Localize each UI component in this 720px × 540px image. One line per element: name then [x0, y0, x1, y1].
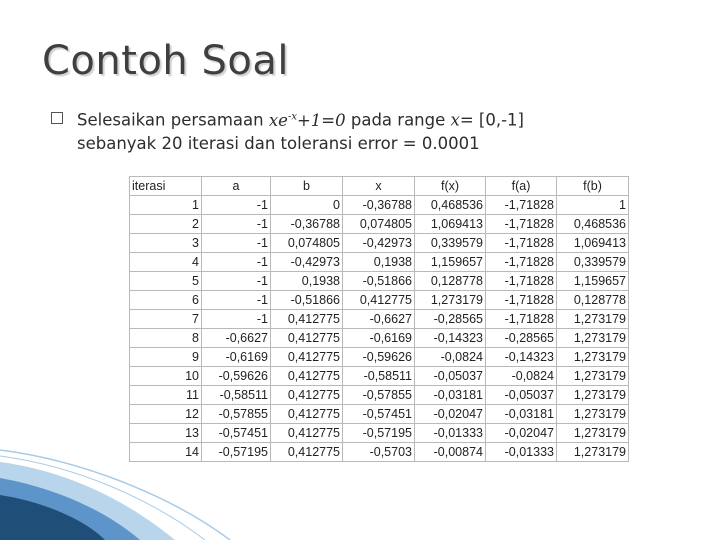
- problem-statement: [77, 105, 677, 155]
- table-cell: 7: [130, 310, 202, 329]
- table-cell: 0,412775: [271, 424, 343, 443]
- table-cell: -1,71828: [486, 272, 557, 291]
- table-cell: -0,03181: [415, 386, 486, 405]
- table-cell: 8: [130, 329, 202, 348]
- table-cell: 3: [130, 234, 202, 253]
- table-row: [130, 405, 629, 424]
- table-cell: -0,57195: [202, 443, 271, 462]
- table-cell: 0,1938: [343, 253, 415, 272]
- table-cell: -0,58511: [202, 386, 271, 405]
- table-cell: 1,273179: [557, 348, 629, 367]
- table-cell: -0,6169: [343, 329, 415, 348]
- table-cell: -0,6169: [202, 348, 271, 367]
- table-cell: -0,42973: [343, 234, 415, 253]
- table-cell: -0,51866: [343, 272, 415, 291]
- equation-rest: +1=0: [296, 110, 346, 130]
- table-cell: -1,71828: [486, 253, 557, 272]
- table-cell: 1,159657: [557, 272, 629, 291]
- table-cell: -0,28565: [486, 329, 557, 348]
- table-cell: -1: [202, 253, 271, 272]
- table-cell: -0,59626: [343, 348, 415, 367]
- table-cell: -0,14323: [415, 329, 486, 348]
- table-cell: 5: [130, 272, 202, 291]
- bullet-square-icon: [51, 112, 63, 124]
- table-row: [130, 329, 629, 348]
- table-body: [130, 196, 629, 462]
- equation-exponent: -x: [287, 111, 297, 122]
- table-cell: -0,58511: [343, 367, 415, 386]
- corner-decoration: [0, 440, 300, 540]
- table-cell: -1: [202, 291, 271, 310]
- table-cell: 11: [130, 386, 202, 405]
- iteration-table: [129, 176, 629, 462]
- table-cell: 9: [130, 348, 202, 367]
- table-cell: -0,05037: [415, 367, 486, 386]
- table-cell: 1,273179: [557, 424, 629, 443]
- table-cell: -1: [202, 272, 271, 291]
- table-cell: -0,02047: [415, 405, 486, 424]
- table-cell: 0,412775: [271, 443, 343, 462]
- table-cell: 1,273179: [557, 405, 629, 424]
- column-header: f(b): [557, 177, 629, 196]
- table-cell: -0,57451: [202, 424, 271, 443]
- table-cell: -0,59626: [202, 367, 271, 386]
- column-header: f(x): [415, 177, 486, 196]
- table-cell: -0,5703: [343, 443, 415, 462]
- table-cell: 0,412775: [271, 348, 343, 367]
- table-cell: 0,074805: [343, 215, 415, 234]
- table-cell: 0,128778: [415, 272, 486, 291]
- table-cell: -0,6627: [343, 310, 415, 329]
- table-cell: 0,074805: [271, 234, 343, 253]
- range-value: = [0,-1]: [459, 110, 524, 130]
- table-cell: -0,57855: [343, 386, 415, 405]
- table-cell: 0: [271, 196, 343, 215]
- equation: [269, 111, 346, 130]
- table-cell: -0,05037: [486, 386, 557, 405]
- table-cell: 1,159657: [415, 253, 486, 272]
- table-cell: -1: [202, 310, 271, 329]
- table-cell: 1,273179: [557, 310, 629, 329]
- table-cell: 6: [130, 291, 202, 310]
- table-cell: -0,28565: [415, 310, 486, 329]
- table-row: [130, 234, 629, 253]
- table-cell: -0,42973: [271, 253, 343, 272]
- table-header-row: [130, 177, 629, 196]
- table-row: [130, 291, 629, 310]
- table-cell: 0,468536: [557, 215, 629, 234]
- table-cell: 14: [130, 443, 202, 462]
- table-cell: 1: [557, 196, 629, 215]
- table-cell: -0,02047: [486, 424, 557, 443]
- table-cell: 1,069413: [415, 215, 486, 234]
- table-cell: 0,339579: [415, 234, 486, 253]
- column-header: a: [202, 177, 271, 196]
- text-range: pada range: [345, 110, 451, 130]
- table-cell: -0,0824: [486, 367, 557, 386]
- table-row: [130, 215, 629, 234]
- column-header: iterasi: [130, 177, 202, 196]
- table-cell: 0,412775: [271, 329, 343, 348]
- table-cell: 0,412775: [343, 291, 415, 310]
- table-cell: -0,01333: [415, 424, 486, 443]
- table-cell: 0,412775: [271, 386, 343, 405]
- table-cell: -0,0824: [415, 348, 486, 367]
- table-cell: 0,1938: [271, 272, 343, 291]
- table-cell: -1,71828: [486, 291, 557, 310]
- table-cell: 0,412775: [271, 367, 343, 386]
- table-cell: 0,412775: [271, 405, 343, 424]
- table-cell: -0,00874: [415, 443, 486, 462]
- table-cell: 10: [130, 367, 202, 386]
- table-row: [130, 367, 629, 386]
- table-row: [130, 253, 629, 272]
- table-cell: 0,412775: [271, 310, 343, 329]
- table-cell: 0,339579: [557, 253, 629, 272]
- table-cell: -0,36788: [271, 215, 343, 234]
- range-variable: x: [450, 110, 460, 130]
- table-cell: 2: [130, 215, 202, 234]
- column-header: f(a): [486, 177, 557, 196]
- text-prefix: Selesaikan persamaan: [77, 110, 269, 130]
- slide-title: Contoh Soal: [42, 38, 289, 84]
- table-cell: -0,6627: [202, 329, 271, 348]
- table-cell: -0,03181: [486, 405, 557, 424]
- table-cell: -0,57855: [202, 405, 271, 424]
- table-cell: 1,069413: [557, 234, 629, 253]
- table-cell: -0,57195: [343, 424, 415, 443]
- table-cell: 13: [130, 424, 202, 443]
- table-row: [130, 386, 629, 405]
- table-cell: -0,57451: [343, 405, 415, 424]
- table-row: [130, 310, 629, 329]
- table-cell: 1,273179: [557, 386, 629, 405]
- table-cell: 1,273179: [415, 291, 486, 310]
- column-header: b: [271, 177, 343, 196]
- table-cell: 0,468536: [415, 196, 486, 215]
- text-line2: sebanyak 20 iterasi dan toleransi error = 0.0001: [77, 133, 480, 153]
- table-cell: -1,71828: [486, 215, 557, 234]
- table-cell: 1,273179: [557, 367, 629, 386]
- table-cell: -1: [202, 215, 271, 234]
- table-cell: -0,36788: [343, 196, 415, 215]
- table-cell: -0,14323: [486, 348, 557, 367]
- table-cell: 12: [130, 405, 202, 424]
- column-header: x: [343, 177, 415, 196]
- table-cell: 4: [130, 253, 202, 272]
- table-cell: 0,128778: [557, 291, 629, 310]
- equation-base: xe: [268, 110, 288, 130]
- table-cell: -1: [202, 196, 271, 215]
- table-row: [130, 348, 629, 367]
- table-cell: -1,71828: [486, 310, 557, 329]
- table-cell: -1,71828: [486, 234, 557, 253]
- table-cell: -1,71828: [486, 196, 557, 215]
- table-cell: -1: [202, 234, 271, 253]
- table-cell: 1,273179: [557, 443, 629, 462]
- table-row: [130, 272, 629, 291]
- table-row: [130, 196, 629, 215]
- table-cell: 1: [130, 196, 202, 215]
- table-cell: -0,51866: [271, 291, 343, 310]
- table-cell: 1,273179: [557, 329, 629, 348]
- table-cell: -0,01333: [486, 443, 557, 462]
